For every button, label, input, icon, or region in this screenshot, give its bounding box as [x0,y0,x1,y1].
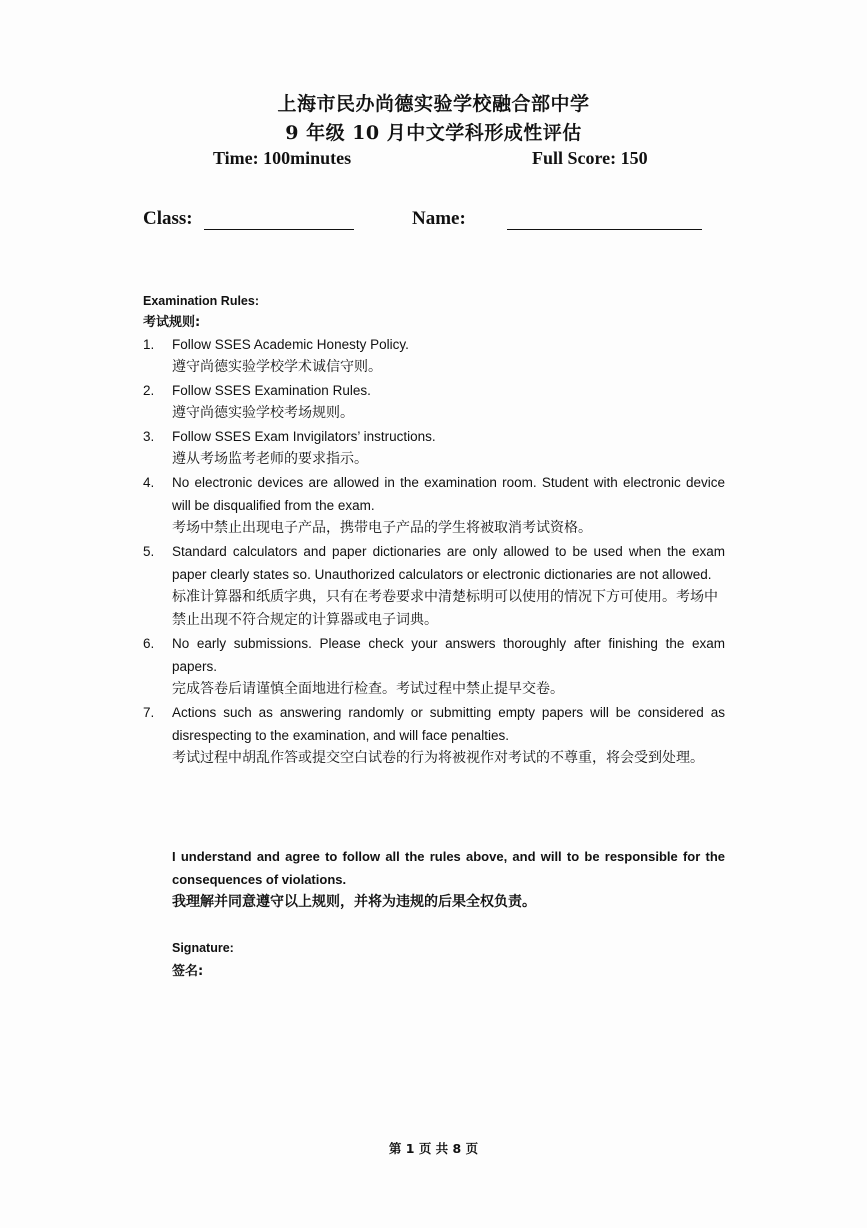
rule-number: 1. [143,337,155,352]
agreement-zh: 我理解并同意遵守以上规则，并将为违规的后果全权负责。 [172,894,536,910]
rule-text-en: No electronic devices are allowed in the examination room. Student with electronic device will be disqualified from the exam. [172,475,725,513]
rule-text-en: Follow SSES Academic Honesty Policy. [172,337,409,352]
exam-title: 9 年级 10 月中文学科形成性评估 [285,122,582,144]
name-blank-line[interactable] [507,229,702,230]
rule-text-zh: 完成答卷后请谨慎全面地进行检查。考试过程中禁止提早交卷。 [172,681,564,697]
rules-list [143,333,725,770]
rule-item [143,379,725,425]
rules-heading [143,290,259,334]
exam-meta-row [0,148,867,174]
class-label: Class: [143,208,193,229]
rule-text-zh: 遵守尚德实验学校考场规则。 [172,405,354,421]
rule-text-zh: 考场中禁止出现电子产品，携带电子产品的学生将被取消考试资格。 [172,520,592,536]
rule-item [143,471,725,540]
signature-label-zh: 签名: [172,964,204,979]
name-label: Name: [412,208,466,229]
rule-item [143,540,725,632]
rule-number: 6. [143,636,155,651]
rule-item [143,333,725,379]
rule-text-en: No early submissions. Please check your answers thoroughly after finishing the exam papers. [172,636,725,674]
rule-number: 3. [143,429,155,444]
rule-text-en: Follow SSES Exam Invigilators’ instructions. [172,429,436,444]
rules-heading-zh: 考试规则: [143,315,201,330]
rules-heading-en: Examination Rules: [143,294,259,308]
exam-time: Time: 100minutes [213,148,352,168]
page-indicator: 第 1 页 共 8 页 [388,1141,479,1156]
rule-text-en: Standard calculators and paper dictionaries are only allowed to be used when the exam paper clearly states so. Unauthorized calculators or electronic dictionaries are not allowed. [172,544,725,582]
rule-item [143,701,725,770]
rule-item [143,632,725,701]
signature-label-en: Signature: [172,941,234,955]
agreement-statement [172,845,725,914]
student-info-row [0,208,867,238]
rule-text-zh: 标准计算器和纸质字典，只有在考卷要求中清楚标明可以使用的情况下方可使用。考场中禁止出现不符合规定的计算器或电子词典。 [172,589,718,628]
rule-number: 2. [143,383,155,398]
rule-text-zh: 遵从考场监考老师的要求指示。 [172,451,368,467]
rule-number: 4. [143,475,155,490]
school-title: 上海市民办尚德实验学校融合部中学 [277,93,590,115]
rule-text-zh: 考试过程中胡乱作答或提交空白试卷的行为将被视作对考试的不尊重，将会受到处理。 [172,750,704,766]
rule-number: 7. [143,705,155,720]
rule-text-en: Actions such as answering randomly or submitting empty papers will be considered as disrespecting to the examination, and will face penalties. [172,705,725,743]
full-score: Full Score: 150 [532,148,648,168]
rule-text-en: Follow SSES Examination Rules. [172,383,371,398]
rule-number: 5. [143,544,155,559]
rule-text-zh: 遵守尚德实验学校学术诚信守则。 [172,359,382,375]
rule-item [143,425,725,471]
class-blank-line[interactable] [204,229,354,230]
agreement-en: I understand and agree to follow all the rules above, and will to be responsible for the consequences of violations. [172,849,725,887]
signature-block[interactable] [172,937,234,983]
